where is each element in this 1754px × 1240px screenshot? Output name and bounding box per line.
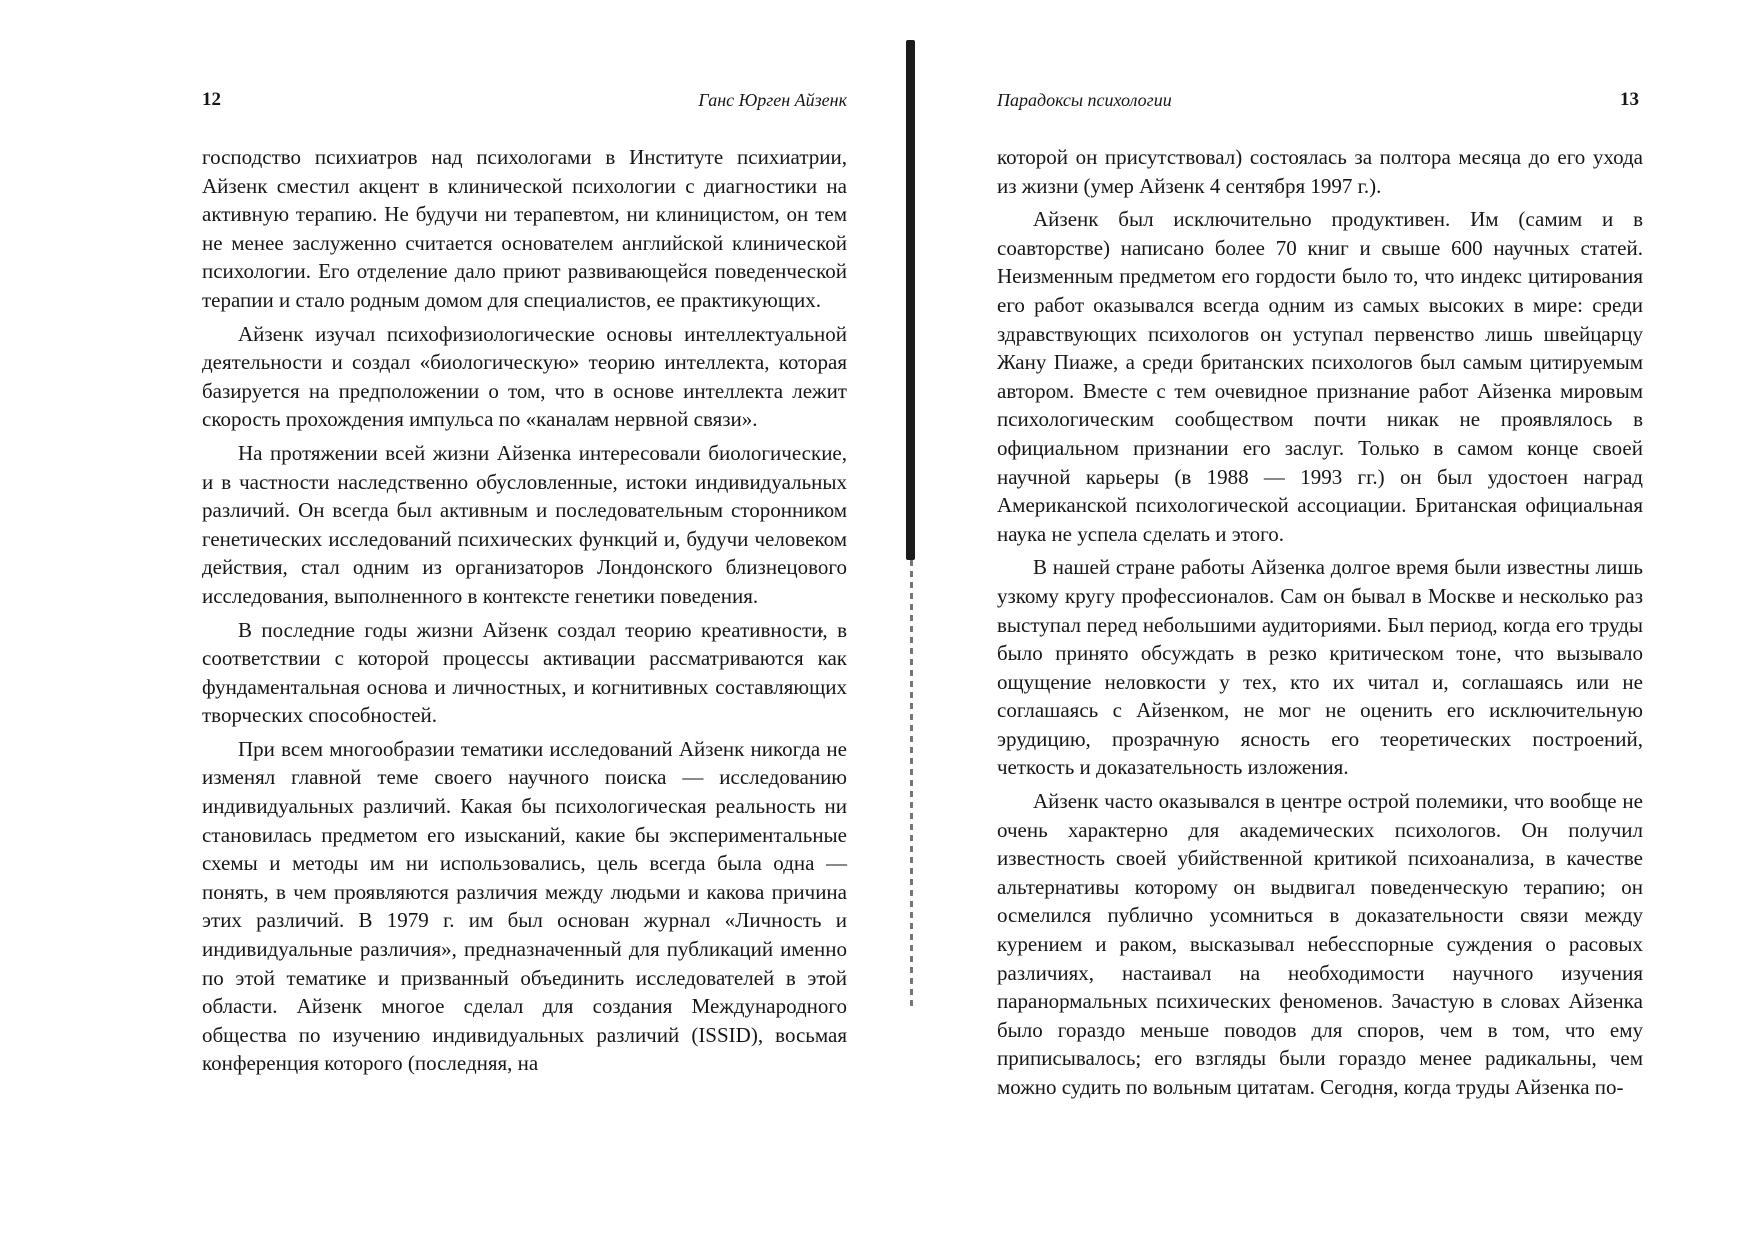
paragraph: господство психиатров над психологами в Институте психиатрии, Айзенк сместил акцент в клинической психологии с диагностики на активную терапию. Не будучи ни терапевтом, ни клиницистом, он тем не менее заслуженно считается основателем английской клинической психологии. Его отделение дало приют развивающейся поведенческой терапии и стало родным домом для специалистов, ее практикующих. <box>202 145 847 312</box>
paragraph: На протяжении всей жизни Айзенка интересовали биологические, и в частности наследственно обусловленные, истоки индивидуальных различий. Он всегда был активным и последовательным сторонником генетических исследований психических функций и, будучи человеком действия, стал одним из организаторов Лондонского близнецового исследования, выполненного в контексте генетики поведения. <box>202 440 847 608</box>
paragraph: которой он присутствовал) состоялась за полтора месяца до его ухода из жизни (умер Айзенк 4 сентября 1997 г.). <box>997 145 1643 198</box>
paragraph: Айзенк был исключительно продуктивен. Им (самим и в соавторстве) написано более 70 книг и свыше 600 научных статей. Неизменным предметом его гордости было то, что индекс цитирования его работ оказывался всегда одним из самых высоких в мире: среди здравствующих психологов он уступал первенство лишь швейцарцу Жану Пиаже, а среди британских психологов был самым цитируемым автором. Вместе с тем очевидное признание работ Айзенка мировым психологическим сообществом почти никак не проявлялось в официальном признании его заслуг. Только в самом конце своей научной карьеры (в 1988 — 1993 гг.) он был удостоен наград Американской психологической ассоциации. Британская официальная наука не успела сделать и этого. <box>997 207 1643 546</box>
left-body-text <box>202 143 847 1083</box>
right-page <box>997 0 1643 1240</box>
left-page-number: 12 <box>202 89 221 110</box>
paragraph: Айзенк часто оказывался в центре острой полемики, что вообще не очень характерно для академических психологов. Он получил известность своей убийственной критикой психоанализа, в качестве альтернативы которому он выдвигал поведенческую терапию; он осмелился публично усомниться в доказательности связи между курением и раком, высказывал небесспорные суждения о расовых различиях, настаивал на необходимости научного изучения паранормальных психических феноменов. Зачастую в словах Айзенка было гораздо меньше поводов для споров, чем в том, что ему приписывалось; его взгляды были гораздо менее радикальны, чем можно судить по вольным цитатам. Сегодня, когда труды Айзенка по- <box>997 789 1643 1099</box>
left-running-head <box>202 85 847 115</box>
paragraph: При всем многообразии тематики исследований Айзенк никогда не изменял главной теме своего научного поиска — исследованию индивидуальных различий. Какая бы психологическая реальность ни становилась предметом его изысканий, какие бы экспериментальные схемы и методы им ни использовались, цель всегда была одна — понять, в чем проявляются различия между людьми и какова причина этих различий. В 1979 г. им был основан журнал «Личность и индивидуальные различия», предназначенный для публикаций именно по этой тематике и призванный объединить исследователей в этой области. Айзенк многое сделал для создания Международного общества по изучению индивидуальных различий (ISSID), восьмая конференция которого (последняя, на <box>202 736 847 1076</box>
paragraph: Айзенк изучал психофизиологические основы интеллектуальной деятельности и создал «биологическую» теорию интеллекта, которая базируется на предположении о том, что в основе интеллекта лежит скорость прохождения импульса по «каналам нервной связи». <box>202 321 847 432</box>
paragraph: В нашей стране работы Айзенка долгое время были известны лишь узкому кругу профессионалов. Сам он бывал в Москве и несколько раз выступал перед небольшими аудиториями. Был период, когда его труды было принято обсуждать в резко критическом тоне, что вызывало ощущение неловкости у тех, кто их читал и, соглашаясь или не соглашаясь с Айзенком, не мог не оценить его исключительную эрудицию, прозрачную ясность его теоретических построений, четкость и доказательность изложения. <box>997 555 1643 780</box>
right-running-head <box>997 85 1643 115</box>
book-gutter-shadow-lower <box>910 560 913 1010</box>
book-gutter-shadow <box>906 40 915 560</box>
right-running-head-title: Парадоксы психологии <box>997 90 1172 110</box>
left-page <box>202 0 847 1240</box>
right-page-number: 13 <box>1620 89 1639 110</box>
right-body-text <box>997 143 1643 1107</box>
left-running-head-title: Ганс Юрген Айзенк <box>698 90 847 110</box>
paragraph: В последние годы жизни Айзенк создал теорию креативности, в соответствии с которой процессы активации рассматриваются как фундаментальная основа и личностных, и когнитивных составляющих творческих способностей. <box>202 617 847 728</box>
